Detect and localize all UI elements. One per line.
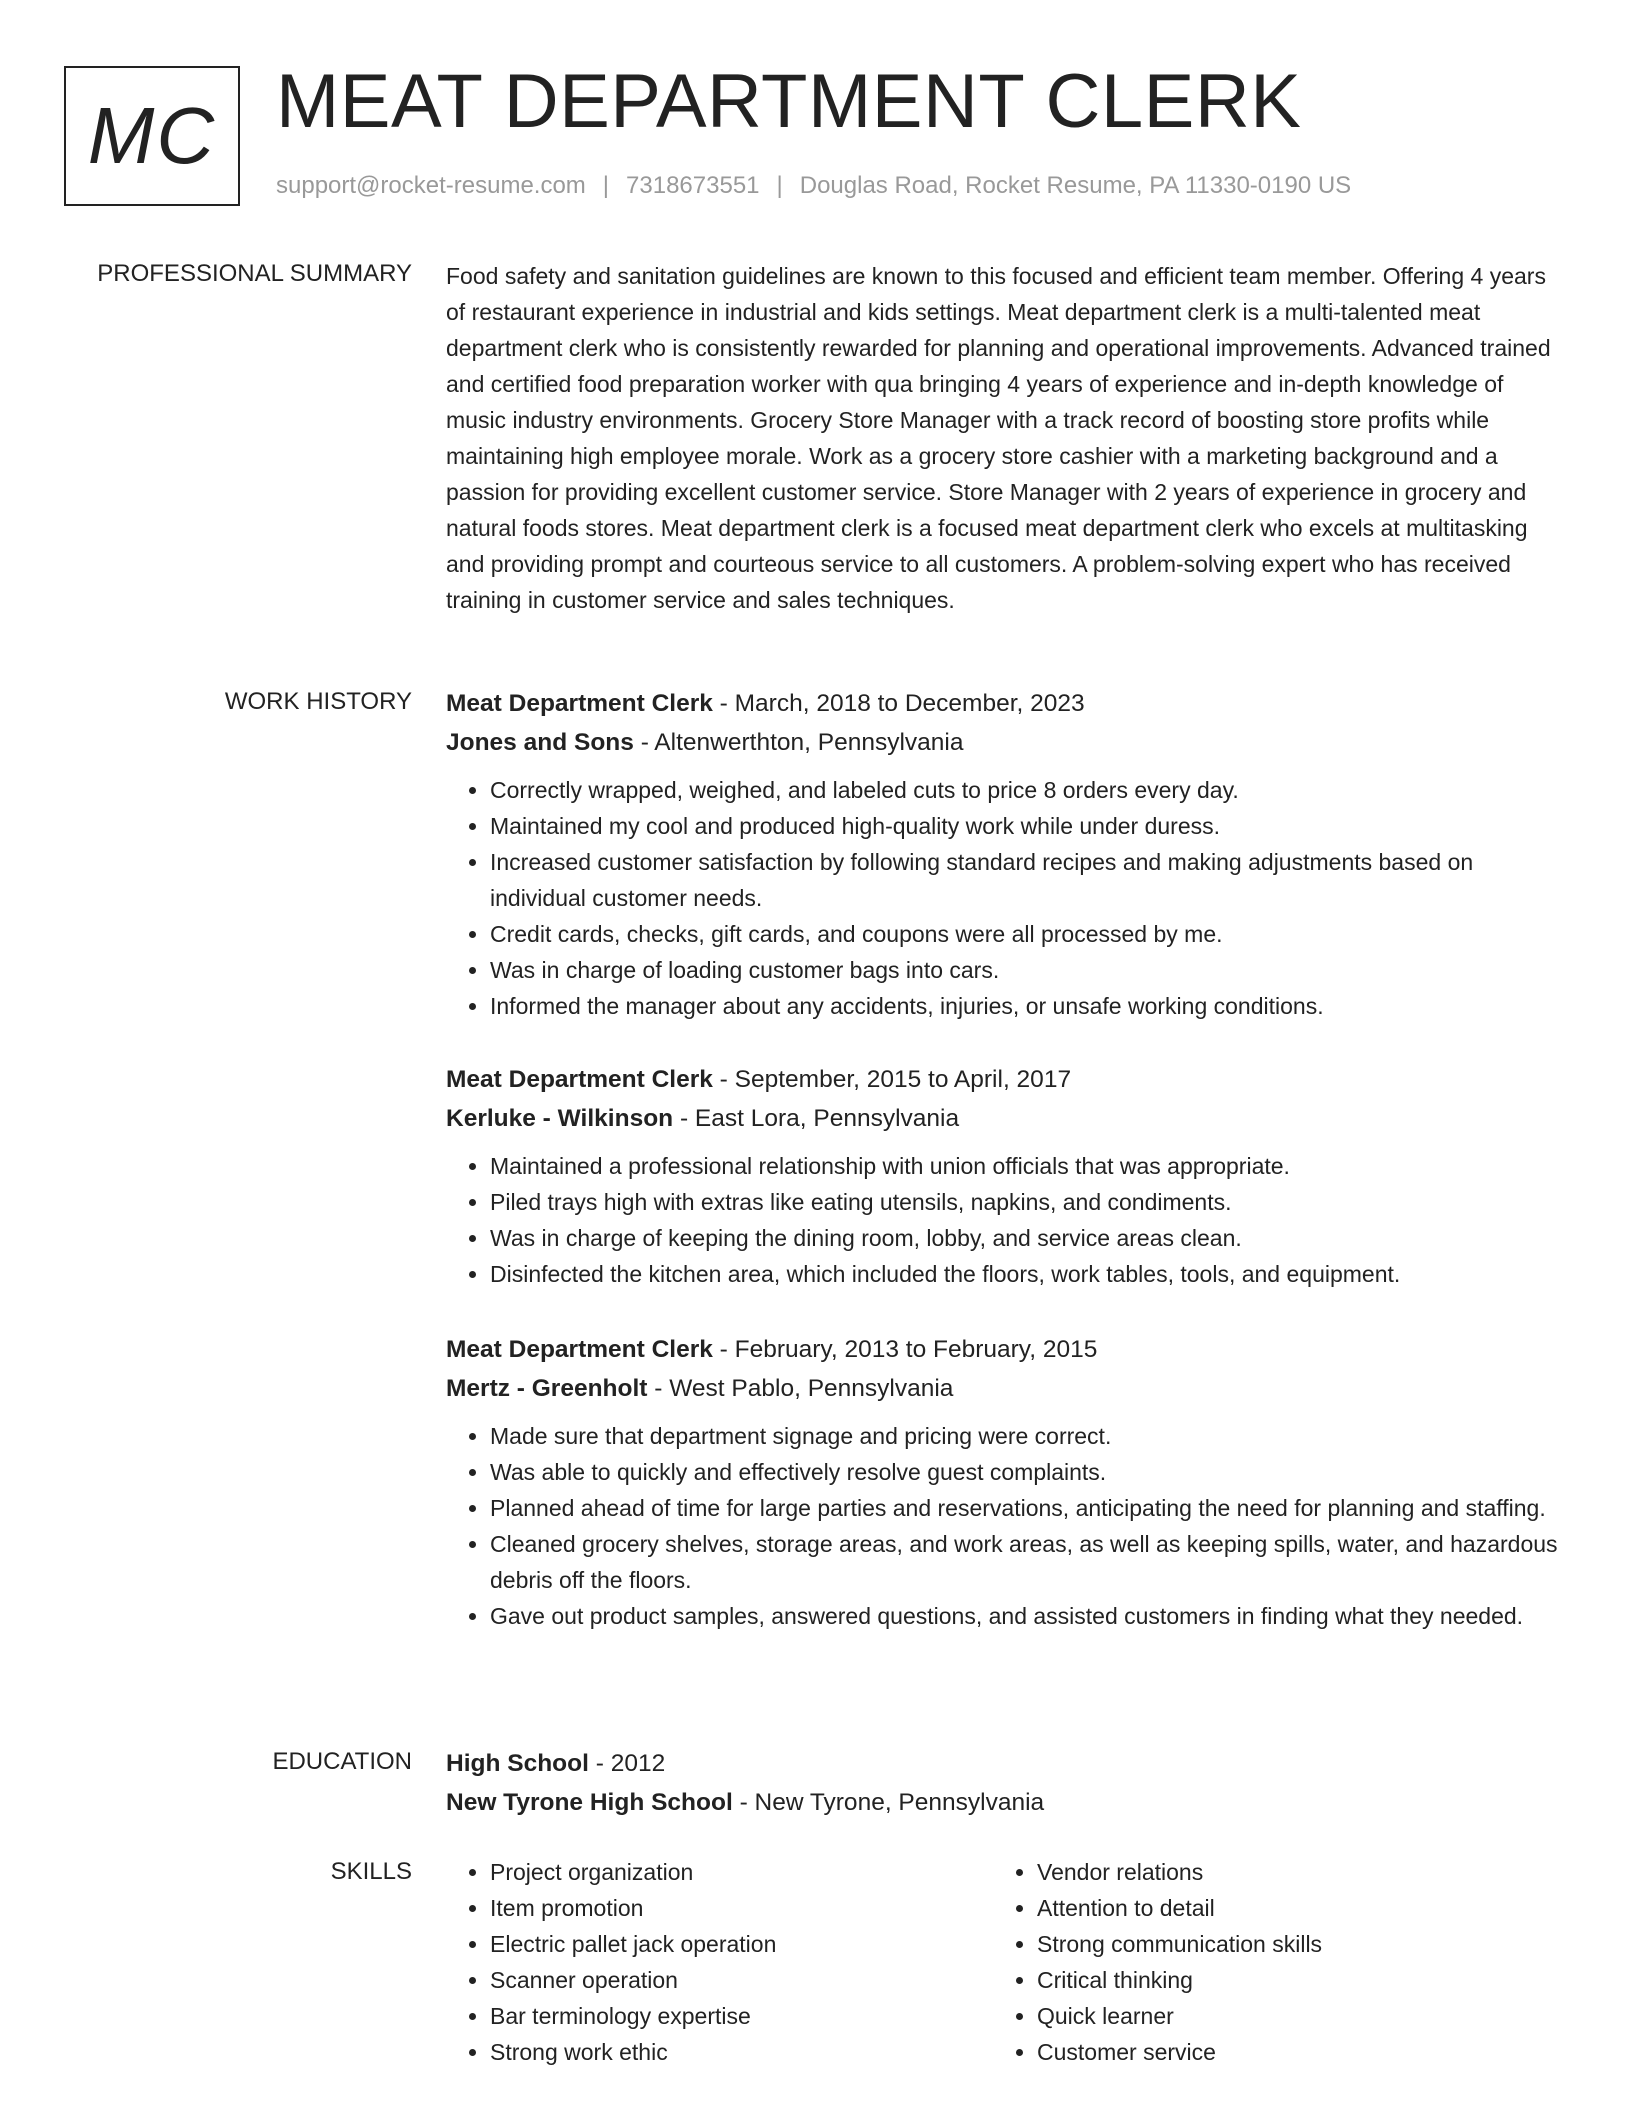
education-school-line	[446, 1783, 1564, 1822]
job-location: - East Lora, Pennsylvania	[673, 1105, 960, 1132]
skill-item: • Bar terminology expertise	[490, 1998, 993, 2034]
job-company: Mertz - Greenholt	[446, 1375, 648, 1402]
skills-columns	[446, 1854, 1564, 2070]
job-title-line	[446, 1330, 1564, 1369]
job-bullets	[446, 772, 1564, 1024]
skill-item: • Customer service	[1037, 2034, 1540, 2070]
education-degree: High School	[446, 1750, 589, 1777]
job-dates: - September, 2015 to April, 2017	[712, 1066, 1072, 1093]
skills-left-column	[446, 1854, 993, 2070]
job-bullet: • Informed the manager about any accidents, injuries, or unsafe working conditions.	[490, 988, 1564, 1024]
summary-text: Food safety and sanitation guidelines are known to this focused and efficient team member. Offering 4 years of restaurant experience in industrial and kids settings. Meat department clerk is a multi-talented meat department clerk who is consistently rewarded for planning and operational improvements. Advanced trained and certified food preparation worker with qua bringing 4 years of experience and in-depth knowledge of music industry environments. Grocery Store Manager with a track record of boosting store profits while maintaining high employee morale. Work as a grocery store cashier with a marketing background and a passion for providing excellent customer service. Store Manager with 2 years of experience in grocery and natural foods stores. Meat department clerk is a focused meat department clerk who excels at multitasking and providing prompt and courteous service to all customers. A problem-solving expert who has received training in customer service and sales techniques.	[446, 263, 1551, 613]
job-bullet: • Was in charge of keeping the dining room, lobby, and service areas clean.	[490, 1220, 1564, 1256]
resume-title: MEAT DEPARTMENT CLERK	[276, 59, 1302, 144]
job-bullet: • Increased customer satisfaction by following standard recipes and making adjustments based on individual customer needs.	[490, 844, 1564, 916]
job-bullet: • Was in charge of loading customer bags into cars.	[490, 952, 1564, 988]
job-bullet: • Piled trays high with extras like eating utensils, napkins, and condiments.	[490, 1184, 1564, 1220]
job-location: - Altenwerthton, Pennsylvania	[633, 729, 964, 756]
skill-item: • Critical thinking	[1037, 1962, 1540, 1998]
contact-separator: |	[602, 172, 610, 199]
job-bullet: • Credit cards, checks, gift cards, and coupons were all processed by me.	[490, 916, 1564, 952]
contact-address: Douglas Road, Rocket Resume, PA 11330-0190 US	[799, 172, 1352, 199]
skill-item: • Electric pallet jack operation	[490, 1926, 993, 1962]
job-dates: - March, 2018 to December, 2023	[712, 690, 1085, 717]
job-company: Jones and Sons	[446, 729, 634, 756]
job-company: Kerluke - Wilkinson	[446, 1105, 674, 1132]
education-degree-line	[446, 1744, 1564, 1783]
job-bullet: • Maintained a professional relationship with union officials that was appropriate.	[490, 1148, 1564, 1184]
job-bullet: • Maintained my cool and produced high-quality work while under duress.	[490, 808, 1564, 844]
work-history-label: WORK HISTORY	[224, 688, 412, 715]
skill-item: • Scanner operation	[490, 1962, 993, 1998]
contact-email[interactable]: support@rocket-resume.com	[276, 172, 586, 199]
job-title-line	[446, 1060, 1564, 1099]
job-title-line	[446, 684, 1564, 723]
job-location: - West Pablo, Pennsylvania	[647, 1375, 954, 1402]
job-title: Meat Department Clerk	[446, 690, 713, 717]
job-entry	[446, 1060, 1564, 1292]
job-title: Meat Department Clerk	[446, 1336, 713, 1363]
resume-header	[64, 59, 1568, 212]
job-entry	[446, 1330, 1564, 1634]
job-company-line	[446, 723, 1564, 762]
skill-item: • Project organization	[490, 1854, 993, 1890]
skill-item: • Strong communication skills	[1037, 1926, 1540, 1962]
job-bullet: • Planned ahead of time for large parties and reservations, anticipating the need for planning and staffing.	[490, 1490, 1564, 1526]
skill-item: • Item promotion	[490, 1890, 993, 1926]
contact-separator: |	[776, 172, 783, 199]
job-company-line	[446, 1099, 1564, 1138]
education-location: - New Tyrone, Pennsylvania	[732, 1789, 1045, 1816]
job-title: Meat Department Clerk	[446, 1066, 713, 1093]
education-label: EDUCATION	[272, 1748, 412, 1775]
summary-label: PROFESSIONAL SUMMARY	[97, 260, 412, 287]
job-bullet: • Disinfected the kitchen area, which included the floors, work tables, tools, and equipment.	[490, 1256, 1564, 1292]
job-company-line	[446, 1369, 1564, 1408]
skill-item: • Quick learner	[1037, 1998, 1540, 2034]
skill-item: • Attention to detail	[1037, 1890, 1540, 1926]
contact-line	[276, 172, 1351, 200]
contact-phone[interactable]: 7318673551	[626, 172, 760, 199]
monogram-box: MC	[64, 66, 240, 206]
skills-label: SKILLS	[330, 1858, 412, 1885]
job-bullet: • Cleaned grocery shelves, storage areas, and work areas, as well as keeping spills, water, and hazardous debris off the floors.	[490, 1526, 1564, 1598]
skills-right-column	[993, 1854, 1540, 2070]
education-school: New Tyrone High School	[446, 1789, 733, 1816]
job-entry	[446, 684, 1564, 1024]
job-bullet: • Gave out product samples, answered questions, and assisted customers in finding what they needed.	[490, 1598, 1564, 1634]
education-year: - 2012	[588, 1750, 666, 1777]
job-bullet: • Was able to quickly and effectively resolve guest complaints.	[490, 1454, 1564, 1490]
job-bullets	[446, 1418, 1564, 1634]
skill-item: • Vendor relations	[1037, 1854, 1540, 1890]
job-bullet: • Made sure that department signage and pricing were correct.	[490, 1418, 1564, 1454]
job-bullets	[446, 1148, 1564, 1292]
job-dates: - February, 2013 to February, 2015	[712, 1336, 1098, 1363]
education-entry	[446, 1744, 1564, 1822]
job-bullet: • Correctly wrapped, weighed, and labeled cuts to price 8 orders every day.	[490, 772, 1564, 808]
skill-item: • Strong work ethic	[490, 2034, 993, 2070]
